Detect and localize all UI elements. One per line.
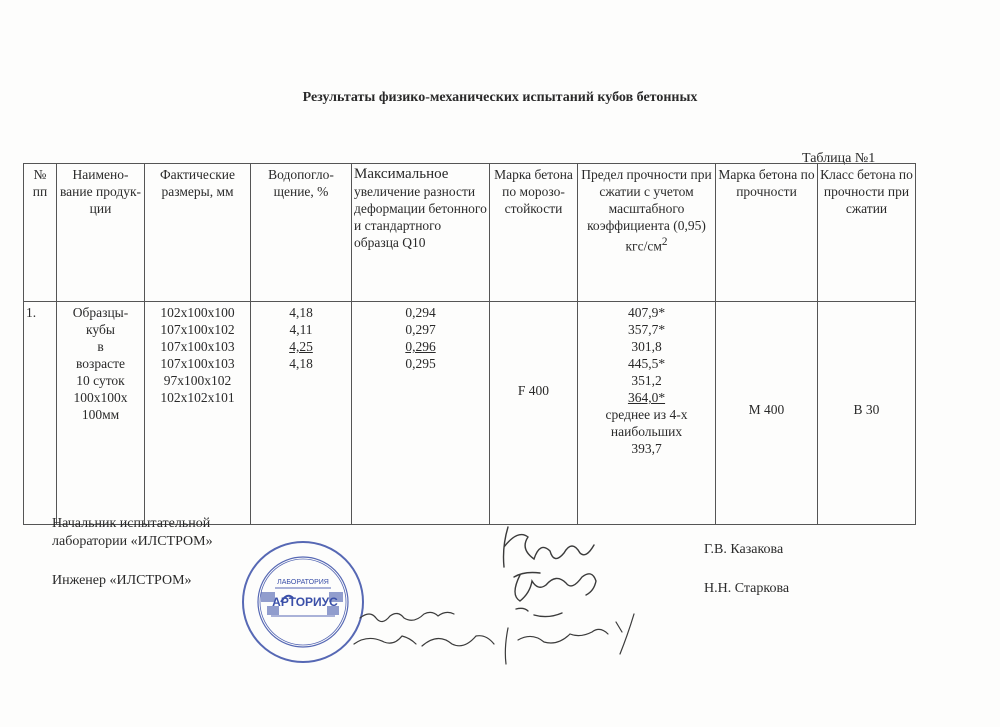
product-line: Образцы- [72, 305, 129, 320]
deformation-value: 0,296 [405, 339, 436, 354]
size-value: 102х102х101 [160, 390, 235, 405]
size-value: 102х100х100 [160, 305, 235, 320]
table-label: Таблица №1 [802, 151, 876, 166]
strength-value: 301,8 [631, 339, 662, 354]
absorption-value: 4,18 [289, 305, 313, 320]
cell-frost [490, 302, 578, 525]
product-line: 100мм [81, 407, 120, 422]
handwritten-note-icon [352, 600, 652, 670]
cell-grade [716, 302, 818, 525]
cell-class [818, 302, 916, 525]
header-deformation [352, 164, 490, 302]
cell-sizes [145, 302, 251, 525]
strength-value: 407,9* [627, 305, 666, 320]
grade-value: М 400 [748, 401, 785, 417]
header-strength-exp: 2 [661, 236, 668, 248]
header-num: № пп [24, 164, 57, 302]
chief-title-line: лаборатории «ИЛСТРОМ» [52, 534, 213, 549]
header-deformation-main: Максимальное [354, 166, 449, 182]
results-table [23, 163, 916, 525]
deformation-value: 0,295 [405, 356, 436, 371]
absorption-value: 4,11 [289, 322, 313, 337]
size-value: 107х100х102 [160, 322, 235, 337]
strength-value: 357,7* [627, 322, 666, 337]
engineer-title: Инженер «ИЛСТРОМ» [52, 573, 192, 588]
product-line: возрасте [76, 356, 125, 371]
header-class: Класс бетона по прочности при сжатии [818, 164, 916, 302]
size-value: 97х100х102 [163, 373, 232, 388]
cell-absorption [251, 302, 352, 525]
header-absorption: Водопогло-щение, % [251, 164, 352, 302]
product-line: 100х100х [73, 390, 128, 405]
header-sizes: Фактические размеры, мм [145, 164, 251, 302]
class-value: В 30 [853, 401, 880, 417]
chief-title-line: Начальник испытательной [52, 516, 211, 531]
cell-strength [578, 302, 716, 525]
product-line: кубы [86, 322, 115, 337]
strength-average: 393,7 [631, 441, 662, 456]
laboratory-stamp [241, 540, 365, 664]
header-deformation-rest: увеличение разности деформации бетонного и стандартного образца Q10 [354, 184, 487, 250]
cell-deformation [352, 302, 490, 525]
deformation-value: 0,297 [405, 322, 436, 337]
absorption-value: 4,18 [289, 356, 313, 371]
strength-value: 364,0* [627, 390, 666, 405]
header-strength-text: Предел прочности при сжатии с учетом масштабного коэффициента (0,95) кгс/см [581, 167, 712, 254]
strength-value: 445,5* [627, 356, 666, 371]
product-line: в [97, 339, 104, 354]
strength-note: среднее из 4-х [605, 407, 688, 422]
document-title: Результаты физико-механических испытаний кубов бетонных [302, 90, 698, 105]
table-header-row [24, 164, 916, 302]
cell-num: 1. [24, 302, 57, 525]
stamp-lab-text: ЛАБОРАТОРИЯ [277, 579, 329, 586]
chief-title [52, 515, 213, 551]
stamp-name-text: АРТОРИУС [272, 595, 338, 609]
header-grade: Марка бетона по прочности [716, 164, 818, 302]
size-value: 107х100х103 [160, 356, 235, 371]
frost-value: F 400 [517, 382, 550, 398]
size-value: 107х100х103 [160, 339, 235, 354]
deformation-value: 0,294 [405, 305, 436, 320]
chief-name: Г.В. Казакова [704, 542, 784, 557]
strength-note: наибольших [610, 424, 683, 439]
header-product: Наимено-вание продук-ции [57, 164, 145, 302]
product-line: 10 суток [76, 373, 125, 388]
cell-product [57, 302, 145, 525]
strength-value: 351,2 [631, 373, 662, 388]
table-row [24, 302, 916, 525]
absorption-value: 4,25 [289, 339, 313, 354]
header-frost: Марка бетона по морозо-стойкости [490, 164, 578, 302]
engineer-name: Н.Н. Старкова [704, 581, 790, 596]
header-strength [578, 164, 716, 302]
